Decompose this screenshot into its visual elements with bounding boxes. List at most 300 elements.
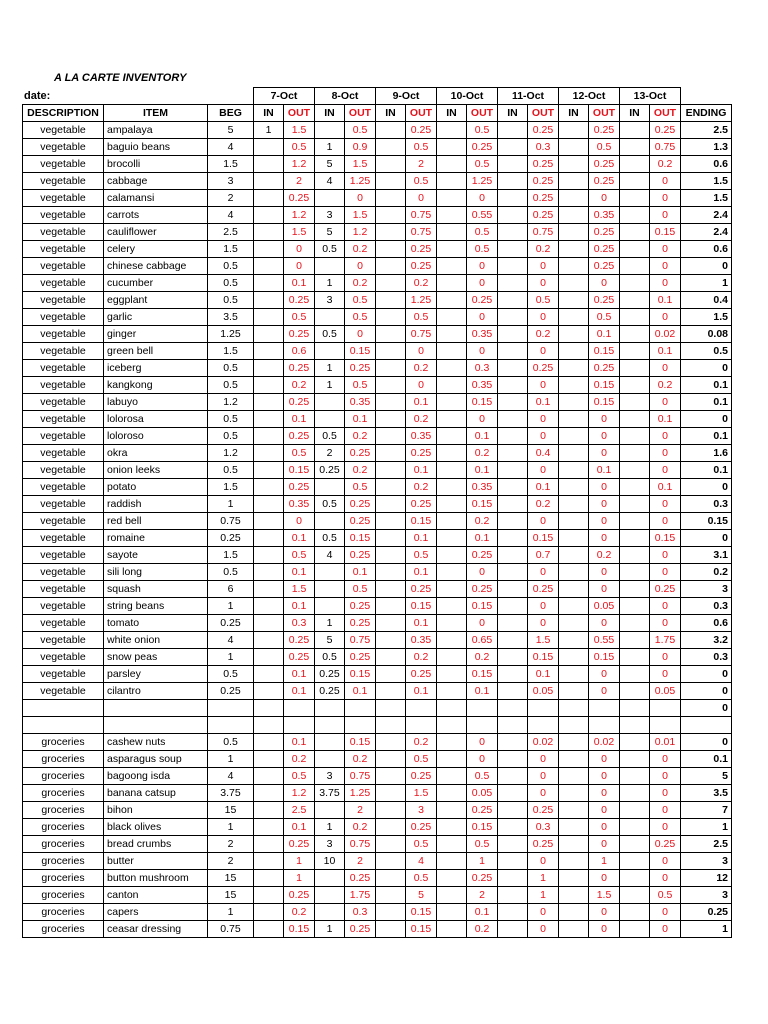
in-cell: [315, 343, 345, 360]
table-row: [23, 479, 732, 496]
ending-cell: 0.3: [681, 649, 732, 666]
inventory-table: [22, 87, 732, 938]
day-header: 10-Oct: [437, 88, 498, 105]
in-cell: [437, 683, 467, 700]
in-cell: [315, 564, 345, 581]
in-cell: [498, 292, 528, 309]
in-cell: 5: [315, 224, 345, 241]
in-cell: 3.75: [315, 785, 345, 802]
description-cell: groceries: [23, 921, 104, 938]
out-cell: 0.25: [284, 292, 315, 309]
item-cell: garlic: [104, 309, 208, 326]
in-cell: [620, 122, 650, 139]
beg-cell: 1.5: [208, 547, 254, 564]
out-cell: 1: [589, 853, 620, 870]
description-cell: vegetable: [23, 207, 104, 224]
out-cell: 0.2: [650, 156, 681, 173]
beg-cell: 4: [208, 632, 254, 649]
in-cell: [498, 564, 528, 581]
in-cell: [437, 343, 467, 360]
item-cell: ampalaya: [104, 122, 208, 139]
out-cell: 0: [528, 275, 559, 292]
in-cell: 0.5: [315, 428, 345, 445]
out-header: OUT: [650, 105, 681, 122]
in-cell: [376, 666, 406, 683]
blank-cell: [620, 700, 650, 717]
in-cell: [620, 445, 650, 462]
out-cell: 0.5: [406, 173, 437, 190]
in-cell: [498, 615, 528, 632]
in-cell: [376, 530, 406, 547]
in-cell: [559, 207, 589, 224]
ending-cell: 0.1: [681, 394, 732, 411]
in-cell: 4: [315, 547, 345, 564]
out-cell: 0.25: [406, 445, 437, 462]
in-cell: [315, 122, 345, 139]
description-cell: groceries: [23, 904, 104, 921]
beg-cell: 4: [208, 207, 254, 224]
in-cell: [559, 360, 589, 377]
blank-cell: [498, 717, 528, 734]
out-cell: 0.25: [528, 836, 559, 853]
description-cell: vegetable: [23, 258, 104, 275]
item-cell: string beans: [104, 598, 208, 615]
blank-cell: [315, 717, 345, 734]
in-cell: 3: [315, 836, 345, 853]
in-cell: [254, 496, 284, 513]
out-cell: 0: [528, 377, 559, 394]
out-cell: 0.25: [345, 615, 376, 632]
blank-cell: [315, 700, 345, 717]
out-cell: 1: [284, 853, 315, 870]
out-cell: 0.75: [528, 224, 559, 241]
in-cell: [620, 598, 650, 615]
item-cell: ceasar dressing: [104, 921, 208, 938]
out-cell: 1.25: [406, 292, 437, 309]
in-cell: [376, 190, 406, 207]
out-cell: 0: [528, 411, 559, 428]
out-cell: 0.1: [650, 411, 681, 428]
item-cell: canton: [104, 887, 208, 904]
in-cell: [620, 326, 650, 343]
in-cell: 1: [315, 615, 345, 632]
description-cell: vegetable: [23, 564, 104, 581]
in-cell: 2: [315, 445, 345, 462]
in-cell: [315, 598, 345, 615]
description-cell: vegetable: [23, 156, 104, 173]
out-cell: 0: [650, 768, 681, 785]
in-cell: [437, 156, 467, 173]
out-cell: 0.25: [406, 122, 437, 139]
out-cell: 0.1: [467, 530, 498, 547]
ending-cell: 0.15: [681, 513, 732, 530]
out-cell: 0.2: [345, 241, 376, 258]
out-cell: 1: [467, 853, 498, 870]
out-cell: 0.35: [467, 326, 498, 343]
out-cell: 0.15: [467, 598, 498, 615]
in-cell: [498, 632, 528, 649]
in-cell: [559, 870, 589, 887]
blank-cell: [528, 700, 559, 717]
beg-cell: 15: [208, 870, 254, 887]
in-cell: [437, 904, 467, 921]
in-cell: [376, 734, 406, 751]
in-cell: [437, 581, 467, 598]
out-cell: 0.25: [284, 394, 315, 411]
out-cell: 1.2: [284, 207, 315, 224]
in-cell: [620, 683, 650, 700]
blank-cell: [559, 700, 589, 717]
out-cell: 0.25: [467, 139, 498, 156]
in-cell: [498, 207, 528, 224]
ending-cell: 0.6: [681, 615, 732, 632]
beg-cell: 1.5: [208, 343, 254, 360]
in-cell: [315, 904, 345, 921]
in-cell: [254, 870, 284, 887]
description-cell: groceries: [23, 734, 104, 751]
in-cell: [498, 309, 528, 326]
in-cell: 0.5: [315, 241, 345, 258]
in-cell: [498, 649, 528, 666]
ending-cell: [681, 717, 732, 734]
day-header: 13-Oct: [620, 88, 681, 105]
in-cell: [254, 666, 284, 683]
out-cell: 0.5: [467, 122, 498, 139]
in-cell: [315, 309, 345, 326]
out-cell: 0.25: [528, 190, 559, 207]
ending-cell: 0: [681, 411, 732, 428]
out-cell: 0.25: [467, 547, 498, 564]
ending-cell: 0: [681, 530, 732, 547]
out-cell: 0: [528, 343, 559, 360]
description-cell: vegetable: [23, 292, 104, 309]
out-cell: 0.2: [406, 411, 437, 428]
in-cell: [437, 258, 467, 275]
out-cell: 0: [345, 258, 376, 275]
ending-cell: 12: [681, 870, 732, 887]
description-cell: vegetable: [23, 173, 104, 190]
ending-cell: 0.08: [681, 326, 732, 343]
out-cell: 0: [345, 326, 376, 343]
out-cell: 1.5: [284, 581, 315, 598]
out-cell: 0.35: [467, 479, 498, 496]
item-cell: tomato: [104, 615, 208, 632]
out-cell: 0: [528, 309, 559, 326]
ending-cell: 0.6: [681, 156, 732, 173]
in-cell: [559, 615, 589, 632]
item-cell: asparagus soup: [104, 751, 208, 768]
out-cell: 0.05: [589, 598, 620, 615]
beg-cell: 0.25: [208, 530, 254, 547]
blank-cell: [437, 717, 467, 734]
out-cell: 0: [589, 819, 620, 836]
description-cell: vegetable: [23, 275, 104, 292]
in-cell: [620, 785, 650, 802]
out-cell: 0: [284, 258, 315, 275]
item-cell: kangkong: [104, 377, 208, 394]
in-cell: [498, 241, 528, 258]
out-cell: 0.2: [528, 241, 559, 258]
out-cell: 0.2: [528, 326, 559, 343]
description-cell: vegetable: [23, 309, 104, 326]
table-row: [23, 870, 732, 887]
beg-cell: 0.5: [208, 462, 254, 479]
blank-cell: [104, 700, 208, 717]
table-row: [23, 819, 732, 836]
in-cell: [498, 904, 528, 921]
in-cell: [254, 683, 284, 700]
out-cell: 0.2: [467, 513, 498, 530]
out-cell: 0: [650, 258, 681, 275]
in-cell: [254, 445, 284, 462]
item-cell: potato: [104, 479, 208, 496]
in-cell: [376, 360, 406, 377]
out-cell: 0.25: [284, 479, 315, 496]
out-cell: 1.5: [284, 224, 315, 241]
out-cell: 0.5: [528, 292, 559, 309]
out-cell: 0.5: [345, 377, 376, 394]
in-cell: [559, 564, 589, 581]
in-cell: [620, 258, 650, 275]
out-cell: 0.15: [589, 343, 620, 360]
item-cell: banana catsup: [104, 785, 208, 802]
ending-cell: 0.25: [681, 904, 732, 921]
in-cell: [620, 666, 650, 683]
out-cell: 0.25: [284, 190, 315, 207]
out-cell: 0.1: [406, 615, 437, 632]
ending-cell: 3.5: [681, 785, 732, 802]
in-cell: [498, 258, 528, 275]
beg-cell: 0.75: [208, 921, 254, 938]
day-header: 7-Oct: [254, 88, 315, 105]
out-cell: 1.5: [345, 156, 376, 173]
in-cell: [254, 394, 284, 411]
in-cell: [376, 411, 406, 428]
out-cell: 0.1: [528, 666, 559, 683]
out-cell: 0.25: [284, 649, 315, 666]
in-cell: [254, 785, 284, 802]
in-cell: [498, 870, 528, 887]
in-cell: [376, 343, 406, 360]
table-row: [23, 156, 732, 173]
out-cell: 0: [467, 734, 498, 751]
description-cell: vegetable: [23, 683, 104, 700]
out-cell: 0.2: [284, 751, 315, 768]
in-cell: [376, 377, 406, 394]
ending-cell: 1.6: [681, 445, 732, 462]
out-cell: 0.1: [406, 564, 437, 581]
out-cell: 0: [650, 309, 681, 326]
item-cell: iceberg: [104, 360, 208, 377]
description-cell: vegetable: [23, 122, 104, 139]
out-cell: 0.55: [589, 632, 620, 649]
ending-cell: 0.5: [681, 343, 732, 360]
out-cell: 0.1: [406, 394, 437, 411]
out-cell: 0.3: [467, 360, 498, 377]
out-cell: 0.25: [528, 360, 559, 377]
in-cell: [559, 241, 589, 258]
out-cell: 0.1: [589, 462, 620, 479]
out-cell: 0: [467, 275, 498, 292]
out-cell: 0.1: [467, 428, 498, 445]
table-row: [23, 547, 732, 564]
item-header: ITEM: [104, 105, 208, 122]
in-cell: [559, 224, 589, 241]
out-cell: 0.25: [284, 360, 315, 377]
description-cell: groceries: [23, 870, 104, 887]
out-cell: 0: [650, 360, 681, 377]
beg-cell: 15: [208, 887, 254, 904]
out-cell: 0.1: [589, 326, 620, 343]
in-cell: [620, 190, 650, 207]
table-row: [23, 292, 732, 309]
in-cell: [559, 632, 589, 649]
beg-cell: 0.5: [208, 734, 254, 751]
out-cell: 0.15: [406, 904, 437, 921]
out-cell: 0.25: [406, 258, 437, 275]
in-cell: [559, 411, 589, 428]
in-cell: [559, 683, 589, 700]
in-cell: [620, 394, 650, 411]
in-cell: [620, 904, 650, 921]
item-cell: onion leeks: [104, 462, 208, 479]
in-cell: [620, 734, 650, 751]
day-header: 8-Oct: [315, 88, 376, 105]
table-row: [23, 394, 732, 411]
out-cell: 0: [650, 275, 681, 292]
in-cell: [437, 411, 467, 428]
in-cell: [437, 360, 467, 377]
out-cell: 0.1: [345, 564, 376, 581]
ending-cell: 3: [681, 853, 732, 870]
in-cell: [254, 292, 284, 309]
in-cell: [437, 564, 467, 581]
beg-cell: 1.2: [208, 445, 254, 462]
in-cell: [498, 734, 528, 751]
beg-cell: 0.5: [208, 377, 254, 394]
in-cell: 3: [315, 768, 345, 785]
out-cell: 0.2: [406, 360, 437, 377]
out-cell: 0: [589, 530, 620, 547]
out-cell: 0.5: [284, 139, 315, 156]
in-cell: [498, 462, 528, 479]
blank-cell: [208, 700, 254, 717]
out-cell: 0.25: [528, 173, 559, 190]
out-cell: 0: [650, 190, 681, 207]
in-cell: [437, 802, 467, 819]
blank-cell: [254, 717, 284, 734]
description-cell: vegetable: [23, 547, 104, 564]
out-cell: 0.5: [345, 479, 376, 496]
out-cell: 0: [528, 904, 559, 921]
table-row: [23, 275, 732, 292]
out-cell: 0.25: [406, 666, 437, 683]
in-cell: [620, 360, 650, 377]
description-cell: vegetable: [23, 394, 104, 411]
out-cell: 0.5: [345, 581, 376, 598]
out-cell: 0.3: [528, 819, 559, 836]
out-cell: 0.2: [345, 819, 376, 836]
out-cell: 0.25: [406, 581, 437, 598]
out-cell: 0.15: [406, 513, 437, 530]
in-cell: [620, 819, 650, 836]
out-cell: 0.25: [345, 513, 376, 530]
out-cell: 1.2: [284, 156, 315, 173]
in-cell: [559, 428, 589, 445]
in-cell: [620, 241, 650, 258]
table-row: [23, 207, 732, 224]
in-cell: [559, 377, 589, 394]
ending-cell: 2.5: [681, 836, 732, 853]
out-cell: 0.2: [345, 428, 376, 445]
in-cell: [437, 547, 467, 564]
out-cell: 0: [528, 428, 559, 445]
out-cell: 0: [650, 921, 681, 938]
table-row: [23, 326, 732, 343]
in-cell: [315, 802, 345, 819]
in-cell: [437, 241, 467, 258]
out-cell: 0.25: [284, 632, 315, 649]
out-cell: 0: [650, 173, 681, 190]
in-cell: [498, 853, 528, 870]
description-cell: groceries: [23, 819, 104, 836]
in-cell: 5: [315, 632, 345, 649]
in-cell: 1: [315, 819, 345, 836]
out-cell: 0: [528, 598, 559, 615]
in-cell: [376, 615, 406, 632]
ending-cell: 0.6: [681, 241, 732, 258]
out-cell: 0: [406, 343, 437, 360]
in-cell: [620, 870, 650, 887]
out-cell: 0.1: [467, 904, 498, 921]
beg-cell: 0.5: [208, 360, 254, 377]
description-cell: vegetable: [23, 411, 104, 428]
out-cell: 0: [589, 479, 620, 496]
beg-cell: 1.5: [208, 241, 254, 258]
blank-cell: [23, 700, 104, 717]
table-row: [23, 190, 732, 207]
in-cell: [254, 173, 284, 190]
in-cell: [437, 513, 467, 530]
out-cell: 0.25: [345, 921, 376, 938]
out-cell: 0.25: [650, 836, 681, 853]
table-row: [23, 802, 732, 819]
item-cell: cilantro: [104, 683, 208, 700]
out-cell: 0: [650, 207, 681, 224]
out-cell: 0.2: [345, 275, 376, 292]
out-cell: 0.2: [528, 496, 559, 513]
out-cell: 1.5: [589, 887, 620, 904]
out-cell: 0.2: [467, 649, 498, 666]
table-row: [23, 887, 732, 904]
in-cell: [315, 513, 345, 530]
in-cell: [376, 139, 406, 156]
out-cell: 0: [528, 615, 559, 632]
in-cell: [254, 734, 284, 751]
out-cell: 0: [589, 921, 620, 938]
beg-cell: 4: [208, 139, 254, 156]
beg-cell: 0.5: [208, 428, 254, 445]
out-cell: 0.25: [528, 156, 559, 173]
in-cell: [498, 547, 528, 564]
in-cell: [559, 496, 589, 513]
in-cell: [254, 241, 284, 258]
table-row: [23, 224, 732, 241]
in-cell: [498, 122, 528, 139]
in-cell: [498, 343, 528, 360]
out-cell: 0.1: [406, 530, 437, 547]
out-cell: 1.5: [528, 632, 559, 649]
